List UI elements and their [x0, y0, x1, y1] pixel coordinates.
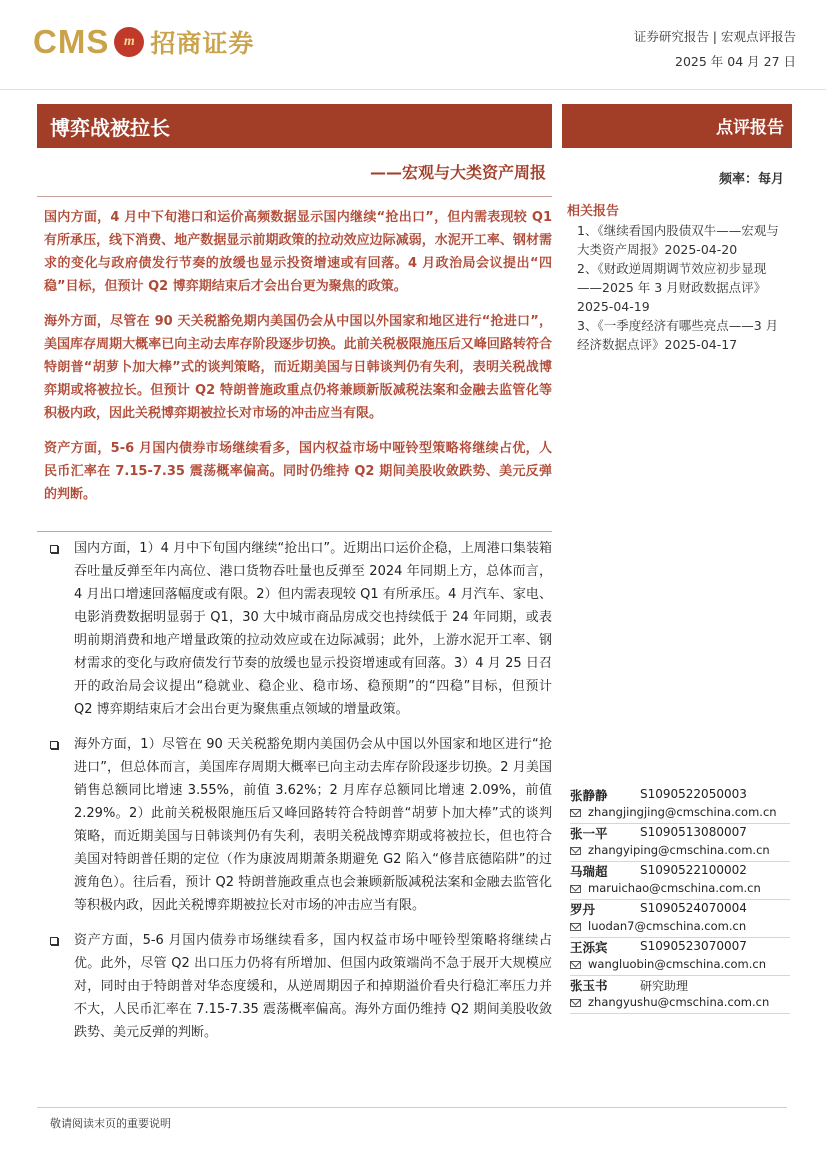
- related-report-link[interactable]: 2、《财政逆周期调节效应初步显现——2025 年 3 月财政数据点评》2025-04-19: [577, 261, 767, 314]
- analyst-email[interactable]: maruichao@cmschina.com.cn: [588, 881, 761, 895]
- summary-section: [44, 206, 552, 518]
- bullet-text: 海外方面，1）尽管在 90 天关税豁免期内美国仍会从中国以外国家和地区进行“抢进口”，但总体而言，美国库存周期大概率已向主动去库存阶段逐步切换。2 月美国销售总额同比增速 3.55%，前值 3.62%；2 月库存总额同比增速 2.09%，前值 2.29%。2）此前关税极限施压后又峰回路转符合特朗普“胡萝卜加大棒”式的谈判策略，而近期美国与日韩谈判仍有失利，表明关税战博弈期或将被拉长，但也符合美国对特朗普任期的定位（作为康波周期萧条期避免 G2 陷入“修昔底德陷阱”的过渡角色）。往后看，预计 Q2 特朗普施政重点也会兼顾新版减税法案和金融去监管化等积极内政，因此关税博弈期被拉长对市场的冲击应当有限。: [74, 737, 552, 913]
- report-title: 博弈战被拉长: [50, 116, 170, 140]
- logo-mark-icon: m: [114, 27, 144, 57]
- analyst-card: [570, 900, 790, 938]
- summary-paragraph: 国内方面，4 月中下旬港口和运价高频数据显示国内继续“抢出口”，但内需表现较 Q1 有所承压，线下消费、地产数据显示前期政策的拉动效应边际减弱，水泥开工率、钢材需求的变化与政府债发行节奏的放缓也显示投资增速或有回落。4 月政治局会议提出“四稳”目标，但预计 Q2 博弈期结束后才会出台更为聚焦的政策。: [44, 210, 552, 294]
- footer-notice: 敬请阅读末页的重要说明: [50, 1117, 171, 1130]
- analyst-card: [570, 786, 790, 824]
- analyst-name: 张玉书: [570, 978, 608, 993]
- report-frequency: 频率：每月: [718, 172, 784, 187]
- square-bullet-icon: [50, 937, 58, 945]
- analyst-email[interactable]: wangluobin@cmschina.com.cn: [588, 957, 766, 971]
- analyst-name: 罗丹: [570, 902, 596, 917]
- analyst-certificate: 研究助理: [640, 979, 689, 993]
- square-bullet-icon: [50, 545, 58, 553]
- analyst-divider: [570, 1013, 790, 1014]
- analyst-email[interactable]: zhangjingjing@cmschina.com.cn: [588, 805, 777, 819]
- email-icon: [570, 999, 581, 1007]
- report-meta: [634, 24, 796, 74]
- analyst-name: 张静静: [570, 788, 608, 803]
- header-divider: [0, 89, 826, 90]
- analyst-name: 王泺宾: [570, 940, 608, 955]
- report-date: 2025 年 04 月 27 日: [675, 54, 796, 69]
- analyst-certificate: S1090524070004: [640, 901, 747, 915]
- analyst-card: [570, 938, 790, 976]
- square-bullet-icon: [50, 741, 58, 749]
- summary-divider: [37, 531, 552, 532]
- analyst-card: [570, 824, 790, 862]
- summary-paragraph: 资产方面，5-6 月国内债券市场继续看多，国内权益市场中哑铃型策略将继续占优，人民币汇率在 7.15-7.35 震荡概率偏高。同时仍维持 Q2 期间美股收敛跌势、美元反弹的判断。: [44, 441, 552, 502]
- summary-paragraph: 海外方面，尽管在 90 天关税豁免期内美国仍会从中国以外国家和地区进行“抢进口”，美国库存周期大概率已向主动去库存阶段逐步切换。此前关税极限施压后又峰回路转符合特朗普“胡萝卜加大棒”式的谈判策略，而近期美国与日韩谈判仍有失利，表明关税战博弈期或将被拉长。但预计 Q2 特朗普施政重点仍将兼顾新版减税法案和金融去监管化等积极内政，因此关税博弈期被拉长对市场的冲击应当有限。: [44, 314, 552, 421]
- related-report-link[interactable]: 1、《继续看国内股债双牛——宏观与大类资产周报》2025-04-20: [577, 223, 779, 257]
- bullet-item: [50, 733, 552, 917]
- email-icon: [570, 847, 581, 855]
- analyst-email[interactable]: luodan7@cmschina.com.cn: [588, 919, 747, 933]
- analyst-card: [570, 976, 790, 1014]
- body-section: [50, 537, 552, 1056]
- title-divider: [37, 196, 552, 197]
- bullet-item: [50, 537, 552, 721]
- bullet-text: 资产方面，5-6 月国内债券市场继续看多，国内权益市场中哑铃型策略将继续占优。此外，尽管 Q2 出口压力仍将有所增加、但国内政策端尚不急于展开大规模应对，同时由于特朗普对华态度缓和，从逆周期因子和掉期溢价看央行稳汇率压力并不大，人民币汇率在 7.15-7.35 震荡概率偏高。海外方面仍维持 Q2 期间美股收敛跌势、美元反弹的判断。: [74, 933, 552, 1040]
- analyst-name: 张一平: [570, 826, 608, 841]
- logo-cms-text: CMS: [33, 23, 110, 60]
- analyst-certificate: S1090522050003: [640, 787, 747, 801]
- related-reports-list: [577, 221, 785, 354]
- email-icon: [570, 923, 581, 931]
- email-icon: [570, 885, 581, 893]
- analyst-email[interactable]: zhangyushu@cmschina.com.cn: [588, 995, 770, 1009]
- report-category: 点评报告: [716, 118, 784, 138]
- related-reports-heading: 相关报告: [567, 204, 620, 219]
- analyst-certificate: S1090522100002: [640, 863, 747, 877]
- footer-divider: [37, 1107, 787, 1108]
- analyst-card: [570, 862, 790, 900]
- report-subtitle: ——宏观与大类资产周报: [369, 163, 546, 182]
- analyst-email[interactable]: zhangyiping@cmschina.com.cn: [588, 843, 770, 857]
- analyst-certificate: S1090513080007: [640, 825, 747, 839]
- email-icon: [570, 809, 581, 817]
- analyst-list: [570, 786, 790, 1014]
- logo-chinese-text: 招商证券: [150, 29, 255, 58]
- analyst-certificate: S1090523070007: [640, 939, 747, 953]
- bullet-text: 国内方面，1）4 月中下旬国内继续“抢出口”。近期出口运价企稳，上周港口集装箱吞吐量反弹至年内高位、港口货物吞吐量也反弹至 2024 年同期上方，总体而言，4 月出口增速回落幅度或有限。2）但内需表现较 Q1 有所承压。4 月汽车、家电、电影消费数据明显弱于 Q1，30 大中城市商品房成交也持续低于 24 年同期，或表明前期消费和地产增量政策的拉动效应或在边际减弱；此外，上游水泥开工率、钢材需求的变化与政府债发行节奏的放缓也显示投资增速或有回落。3）4 月 25 日召开的政治局会议提出“稳就业、稳企业、稳市场、稳预期”的“四稳”目标，但预计 Q2 博弈期结束后才会出台更为聚焦重点领域的增量政策。: [74, 541, 552, 717]
- report-type: 证券研究报告 | 宏观点评报告: [633, 29, 796, 44]
- email-icon: [570, 961, 581, 969]
- related-report-link[interactable]: 3、《一季度经济有哪些亮点——3 月经济数据点评》2025-04-17: [577, 318, 779, 352]
- bullet-item: [50, 929, 552, 1044]
- analyst-name: 马瑞超: [570, 864, 608, 879]
- company-logo: [33, 20, 254, 64]
